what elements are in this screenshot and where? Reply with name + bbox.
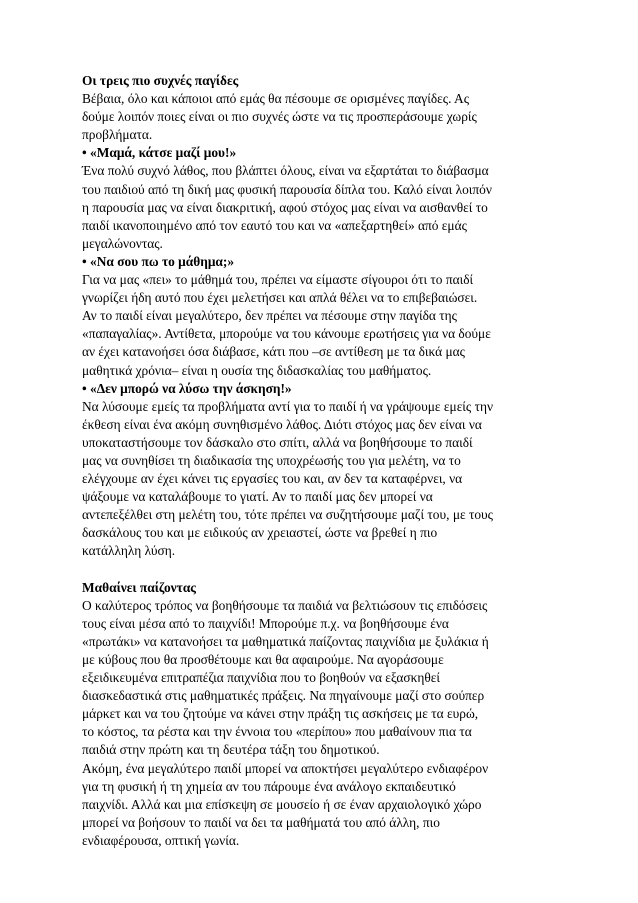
play-para1-line: τους είναι μέσα από το παιχνίδι! Μπορούμε π.χ. να βοηθήσουμε ένα	[82, 615, 449, 631]
play-para1-line: διασκεδαστικά στις μαθηματικές πράξεις. Να πηγαίνουμε μαζί στο σούπερ	[82, 688, 485, 704]
trap1-line: του παιδιού από τη δική μας φυσική παρουσία δίπλα του. Καλό είναι λοιπόν	[82, 181, 492, 197]
document-page	[82, 72, 562, 850]
section-spacer	[82, 561, 562, 579]
trap3-line: αντεπεξέλθει στη μελέτη του, τότε πρέπει να συζητήσουμε μαζί του, με τους	[82, 507, 493, 523]
trap1-line: Ένα πολύ συχνό λάθος, που βλάπτει όλους, είναι να εξαρτάται το διάβασμα	[82, 163, 489, 179]
trap3-line: μας να συνηθίσει τη διαδικασία της υποχρέωσής του για μελέτη, να το	[82, 452, 461, 468]
section-heading-play: Μαθαίνει παίζοντας	[82, 579, 196, 595]
trap3-line: κατάλληλη λύση.	[82, 543, 176, 559]
trap1-line: παιδί ικανοποιημένο από τον εαυτό του και να «απεξαρτηθεί» από εμάς	[82, 217, 467, 233]
play-para2-line: για τη φυσική ή τη χημεία αν του πάρουμε ένα ανάλογο εκπαιδευτικό	[82, 778, 456, 794]
trap2-line: αν έχει κατανοήσει όσα διάβασε, κάτι που –σε αντίθεση με τα δικά μας	[82, 344, 465, 360]
play-para1-line: παιδιά στην πρώτη και τη δευτέρα τάξη του δημοτικού.	[82, 742, 380, 758]
play-para1-line: «πρωτάκι» να κατανοήσει τα μαθηματικά παίζοντας παιχνίδια με ξυλάκια ή	[82, 633, 489, 649]
play-para1-line: το κόστος, τα ρέστα και την έννοια του «περίπου» που μαθαίνουν πια τα	[82, 724, 472, 740]
trap3-line: δασκάλους του και με ειδικούς αν χρειαστεί, ώστε να βρεθεί η πιο	[82, 525, 438, 541]
intro-line: προβλήματα.	[82, 127, 153, 143]
play-para1-line: Ο καλύτερος τρόπος να βοηθήσουμε τα παιδιά να βελτιώσουν τις επιδόσεις	[82, 597, 488, 613]
play-para1-line: εξειδικευμένα επιτραπέζια παιχνίδια που το βοηθούν να εξασκηθεί	[82, 670, 441, 686]
section-heading-traps: Οι τρεις πιο συχνές παγίδες	[82, 73, 239, 88]
play-para1-line: με κύβους που θα προσθέτουμε και θα αφαιρούμε. Να αγοράσουμε	[82, 652, 444, 667]
trap2-title: • «Να σου πω το μάθημα;»	[82, 253, 235, 269]
play-para2-line: μπορεί να βοήσουν το παιδί να δει τα μαθήματά του από άλλη, πιο	[82, 814, 440, 830]
intro-line: Βέβαια, όλο και κάποιοι από εμάς θα πέσουμε σε ορισμένες παγίδες. Ας	[82, 91, 469, 107]
trap2-line: μαθητικά χρόνια– είναι η ουσία της διδασκαλίας του μαθήματος.	[82, 362, 432, 378]
trap1-title: • «Μαμά, κάτσε μαζί μου!»	[82, 145, 237, 161]
trap2-line: γνωρίζει ήδη αυτό που έχει μελετήσει και απλά θέλει να το επιβεβαιώσει.	[82, 290, 478, 306]
trap3-line: Να λύσουμε εμείς τα προβλήματα αντί για το παιδί ή να γράψουμε εμείς την	[82, 398, 494, 414]
play-para1-line: μάρκετ και να του ζητούμε να κάνει στην πράξη τις ασκήσεις με τα ευρώ,	[82, 706, 479, 722]
trap3-line: ελέγχουμε αν έχει κάνει τις εργασίες του και, αν δεν τα καταφέρνει, να	[82, 471, 463, 487]
play-para2-line: Ακόμη, ένα μεγαλύτερο παιδί μπορεί να αποκτήσει μεγαλύτερο ενδιαφέρον	[82, 760, 489, 776]
trap3-title: • «Δεν μπορώ να λύσω την άσκηση!»	[82, 380, 292, 396]
trap2-line: Για να μας «πει» το μάθημά του, πρέπει να είμαστε σίγουροι ότι το παιδί	[82, 272, 474, 288]
trap3-line: έκθεση είναι ένα ακόμη συνηθισμένο λάθος. Διότι στόχος μας δεν είναι να	[82, 416, 482, 432]
trap3-line: ψάξουμε να καταλάβουμε το γιατί. Αν το παιδί μας δεν μπορεί να	[82, 489, 433, 505]
trap3-line: υποκαταστήσουμε τον δάσκαλο στο σπίτι, αλλά να βοηθήσουμε το παιδί	[82, 434, 473, 450]
trap2-line: Αν το παιδί είναι μεγαλύτερο, δεν πρέπει να πέσουμε στην παγίδα της	[82, 308, 457, 324]
trap1-line: μεγαλώνοντας.	[82, 235, 163, 251]
trap1-line: η παρουσία μας να είναι διακριτική, αφού στόχος μας είναι να αισθανθεί το	[82, 199, 488, 215]
intro-line: δούμε λοιπόν ποιες είναι οι πιο συχνές ώστε να τις προσπεράσουμε χωρίς	[82, 109, 477, 125]
play-para2-line: ενδιαφέρουσα, οπτική γωνία.	[82, 832, 240, 848]
trap2-line: «παπαγαλίας». Αντίθετα, μπορούμε να του κάνουμε ερωτήσεις για να δούμε	[82, 326, 491, 342]
play-para2-line: παιχνίδι. Αλλά και μια επίσκεψη σε μουσείο ή σε έναν αρχαιολογικό χώρο	[82, 796, 482, 812]
